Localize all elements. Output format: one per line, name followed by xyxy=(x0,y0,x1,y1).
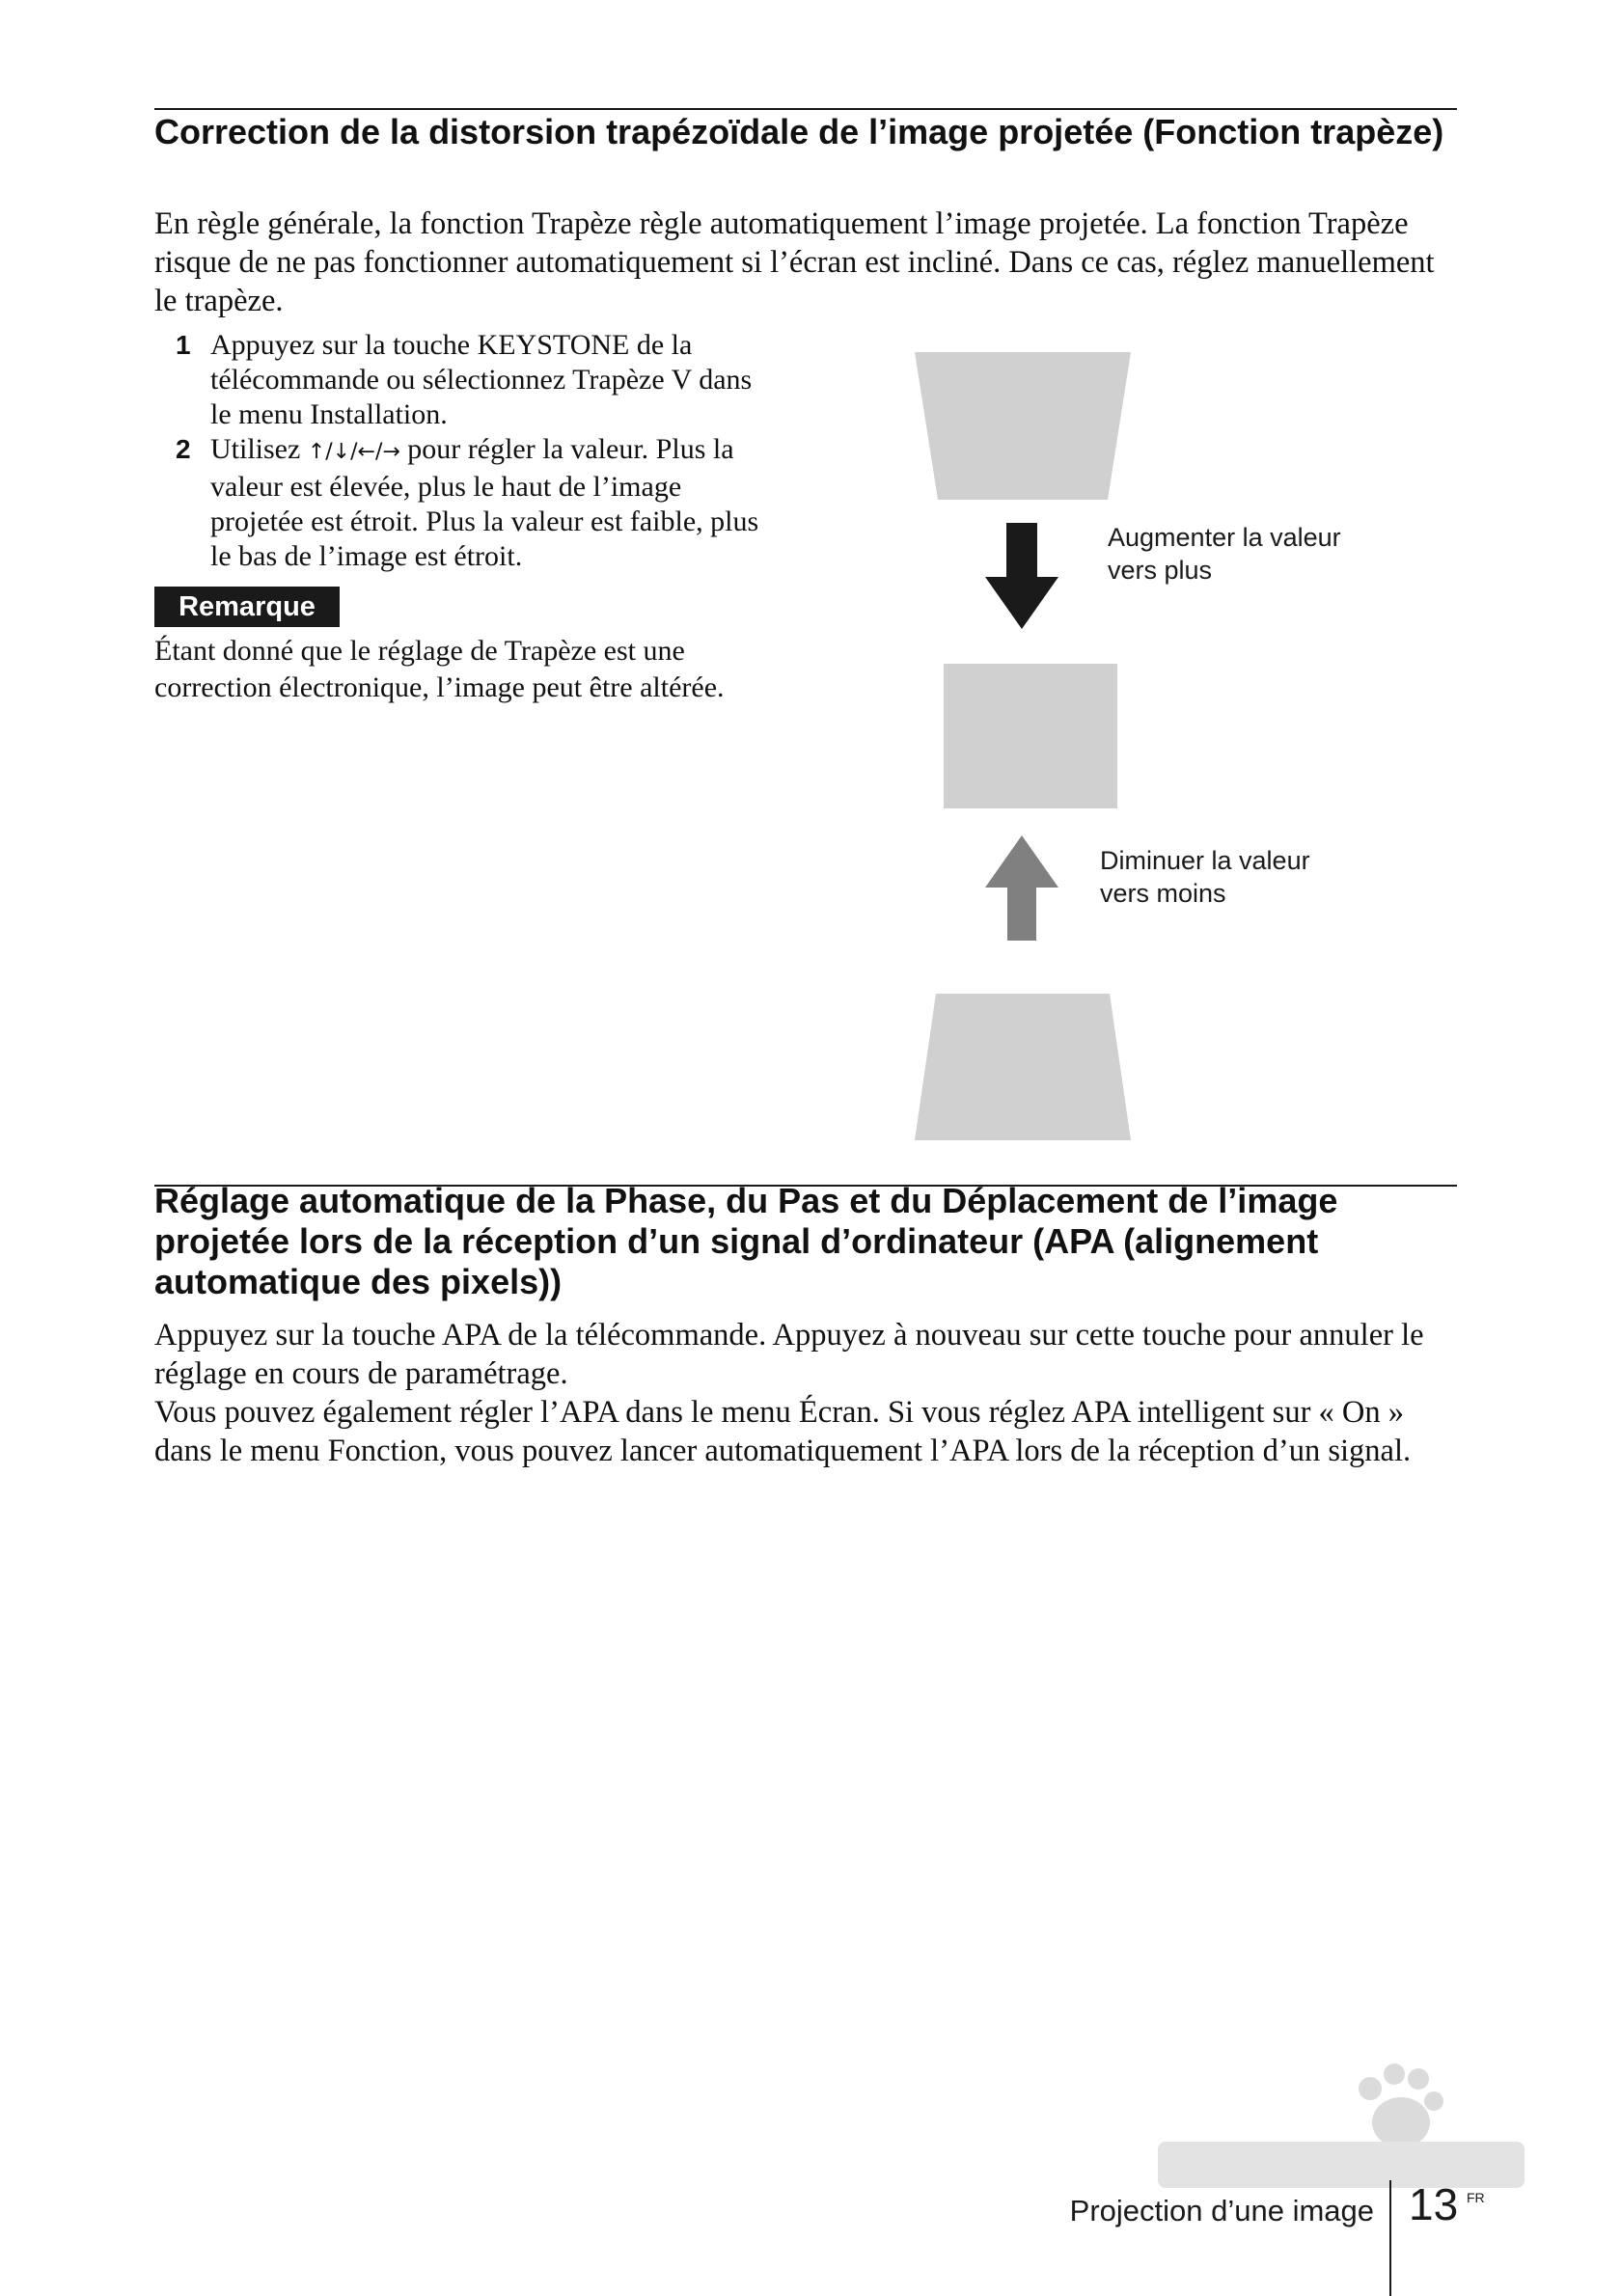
increase-label: Augmenter la valeur vers plus xyxy=(1108,523,1341,585)
decrease-label: Diminuer la valeur vers moins xyxy=(1100,846,1310,908)
page-number: 13 xyxy=(1409,2179,1459,2229)
section1-heading: Correction de la distorsion trapézoïdale de l’image projetée (Fonction trapèze) xyxy=(154,112,1444,151)
section2-heading: Réglage automatique de la Phase, du Pas et du Déplacement de l’image projetée lors de la réception d’un signal d’ordinateur (APA (alignement automatique des pixels)) xyxy=(154,1181,1338,1301)
section1-intro: En règle générale, la fonction Trapèze règle automatiquement l’image projetée. La fonction Trapèze risque de ne pas fonctionner automatiquement si l’écran est incliné. Dans ce cas, réglez manuellement le trapèze. xyxy=(154,206,1435,318)
arrow-down-icon xyxy=(985,523,1058,629)
step-number: 1 xyxy=(176,330,191,360)
note-badge: Remarque xyxy=(154,587,340,627)
step-text-before: Utilisez xyxy=(210,433,308,465)
step-number: 2 xyxy=(176,434,191,464)
keystone-diagram xyxy=(868,338,1254,1148)
keystone-top-shape xyxy=(915,352,1131,500)
footer-section-title: Projection d’une image xyxy=(1069,2194,1374,2228)
watermark-logo xyxy=(1148,2055,1534,2200)
section1-rule xyxy=(154,108,1457,110)
step-text: Appuyez sur la touche KEYSTONE de la télécommande ou sélectionnez Trapèze V dans le menu Installation. xyxy=(210,329,753,430)
section2-para1: Appuyez sur la touche APA de la télécommande. Appuyez à nouveau sur cette touche pour annuler le réglage en cours de paramétrage. xyxy=(154,1318,1424,1391)
step-1 xyxy=(154,328,772,432)
steps-list xyxy=(154,328,772,574)
keystone-bottom-shape xyxy=(915,994,1131,1140)
arrow-up-icon xyxy=(985,835,1058,941)
language-code: FR xyxy=(1467,2190,1485,2205)
section2-para2: Vous pouvez également régler l’APA dans le menu Écran. Si vous réglez APA intelligent sur « On » dans le menu Fonction, vous pouvez lancer automatiquement l’APA lors de la réception d’un signal. xyxy=(154,1395,1412,1468)
step-text-after: pour régler la valeur. Plus la valeur est élevée, plus le haut de l’image projetée est étroit. Plus la valeur est faible, plus le bas de l’image est étroit. xyxy=(210,433,759,572)
step-2 xyxy=(154,432,772,574)
keystone-middle-shape xyxy=(944,664,1117,808)
footer-divider xyxy=(1389,2180,1391,2296)
arrow-keys-icon: ↑/↓/←/→ xyxy=(307,440,400,464)
note-text: Étant donné que le réglage de Trapèze est une correction électronique, l’image peut être altérée. xyxy=(154,635,725,703)
